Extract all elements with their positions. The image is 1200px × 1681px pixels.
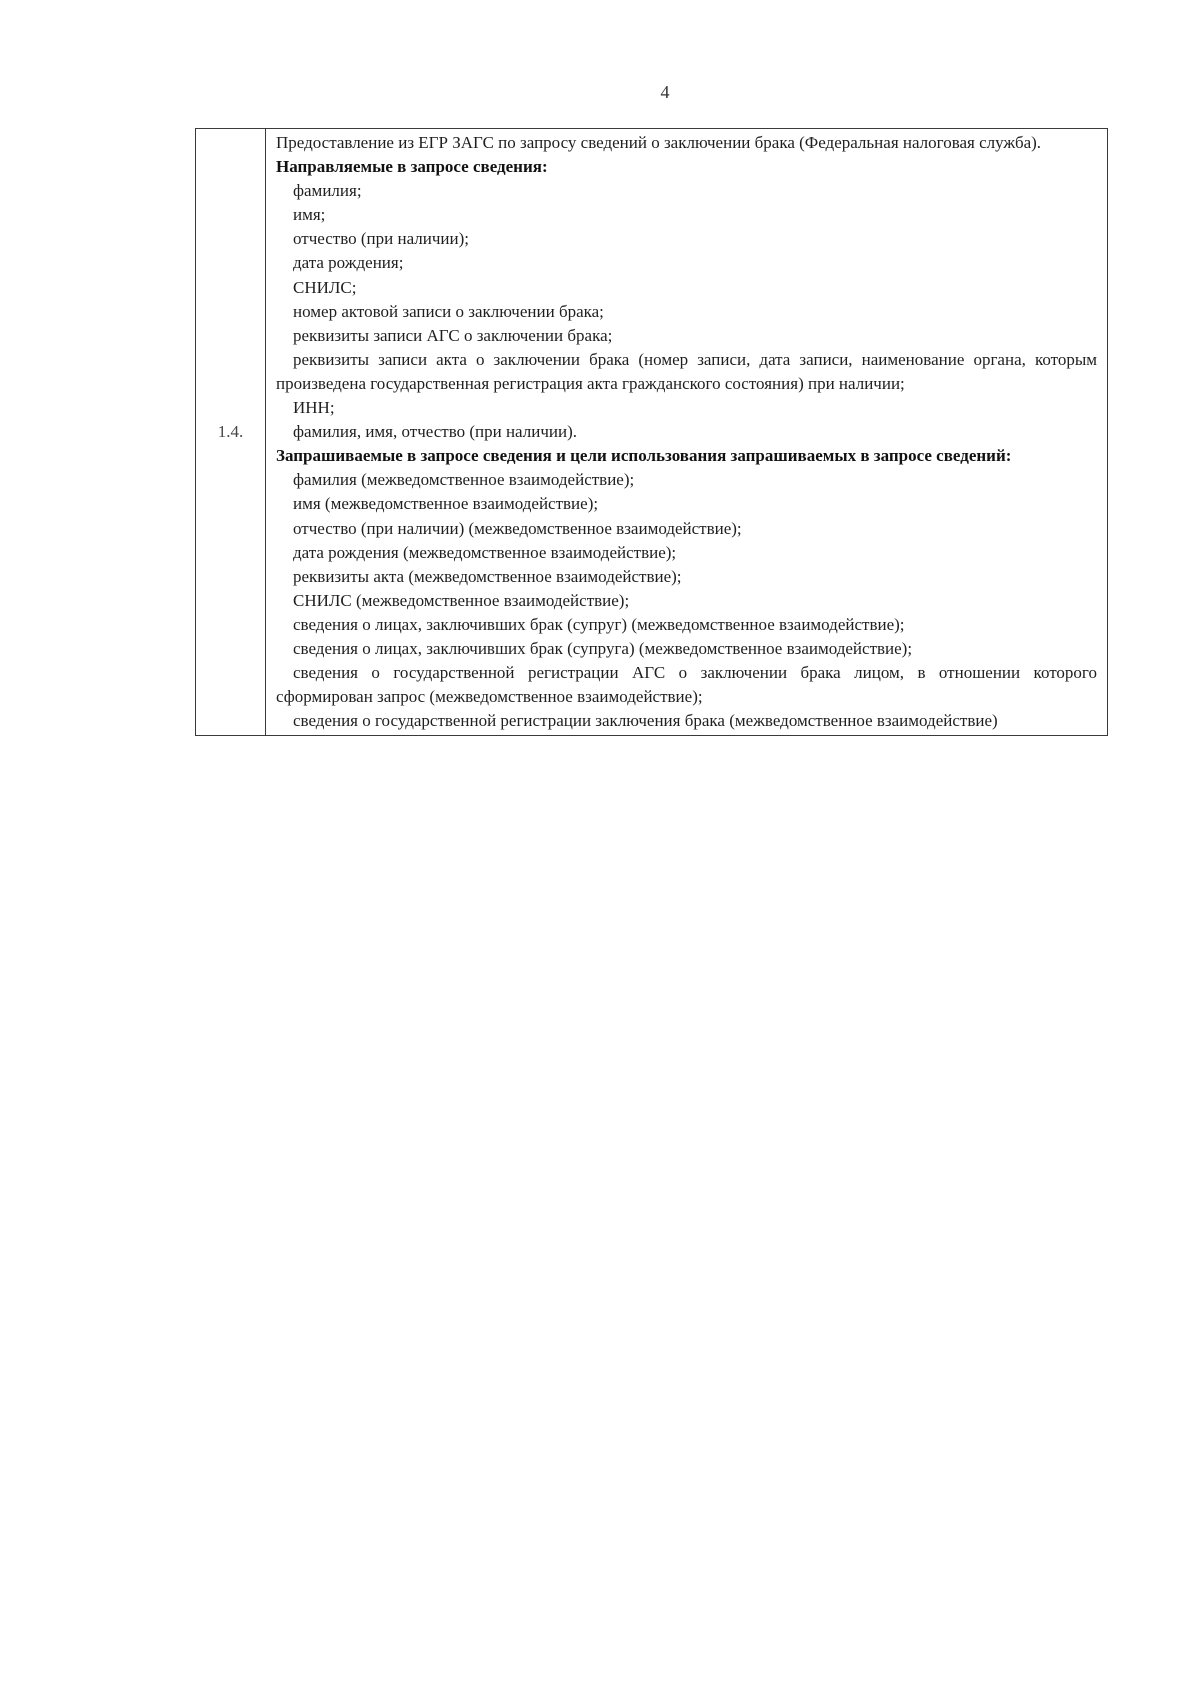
list-item: реквизиты записи акта о заключении брака (номер записи, дата записи, наименование органа, которым произведена государственная регистрация акта гражданского состояния) при наличии; (276, 349, 1097, 393)
list-item: отчество (при наличии) (межведомственное взаимодействие); (293, 518, 742, 538)
row-intro: Предоставление из ЕГР ЗАГС по запросу сведений о заключении брака (Федеральная налоговая служба). (276, 133, 1042, 152)
list-item: имя; (293, 205, 326, 225)
list-item: сведения о лицах, заключивших брак (супруг) (межведомственное взаимодействие); (293, 614, 905, 634)
page-number: 4 (660, 82, 670, 102)
list-item: имя (межведомственное взаимодействие); (293, 494, 599, 514)
document-table (195, 128, 1108, 736)
list-item: дата рождения (межведомственное взаимодействие); (293, 542, 677, 562)
list-item: СНИЛС; (293, 277, 357, 297)
list-item: сведения о государственной регистрации АГС о заключении брака лицом, в отношении которого сформирован запрос (межведомственное взаимодействие); (276, 663, 1097, 707)
list-item: фамилия, имя, отчество (при наличии). (293, 422, 577, 442)
requested-heading: Запрашиваемые в запросе сведения и цели использования запрашиваемых в запросе сведений: (276, 446, 1012, 466)
list-item: реквизиты записи АГС о заключении брака; (293, 325, 613, 345)
list-item: сведения о государственной регистрации заключения брака (межведомственное взаимодействие) (293, 711, 998, 731)
list-item: фамилия (межведомственное взаимодействие); (293, 470, 635, 490)
list-item: номер актовой записи о заключении брака; (293, 301, 604, 321)
list-item: дата рождения; (293, 253, 404, 273)
list-item: фамилия; (293, 181, 362, 201)
list-item: реквизиты акта (межведомственное взаимодействие); (293, 566, 682, 586)
list-item: СНИЛС (межведомственное взаимодействие); (293, 590, 630, 610)
list-item: сведения о лицах, заключивших брак (супруга) (межведомственное взаимодействие); (293, 638, 913, 658)
list-item: ИНН; (293, 398, 335, 418)
sent-heading: Направляемые в запросе сведения: (276, 157, 548, 177)
list-item: отчество (при наличии); (293, 229, 469, 249)
row-content-cell (266, 129, 1107, 735)
row-number: 1.4. (217, 422, 244, 442)
row-number-cell (196, 129, 266, 735)
